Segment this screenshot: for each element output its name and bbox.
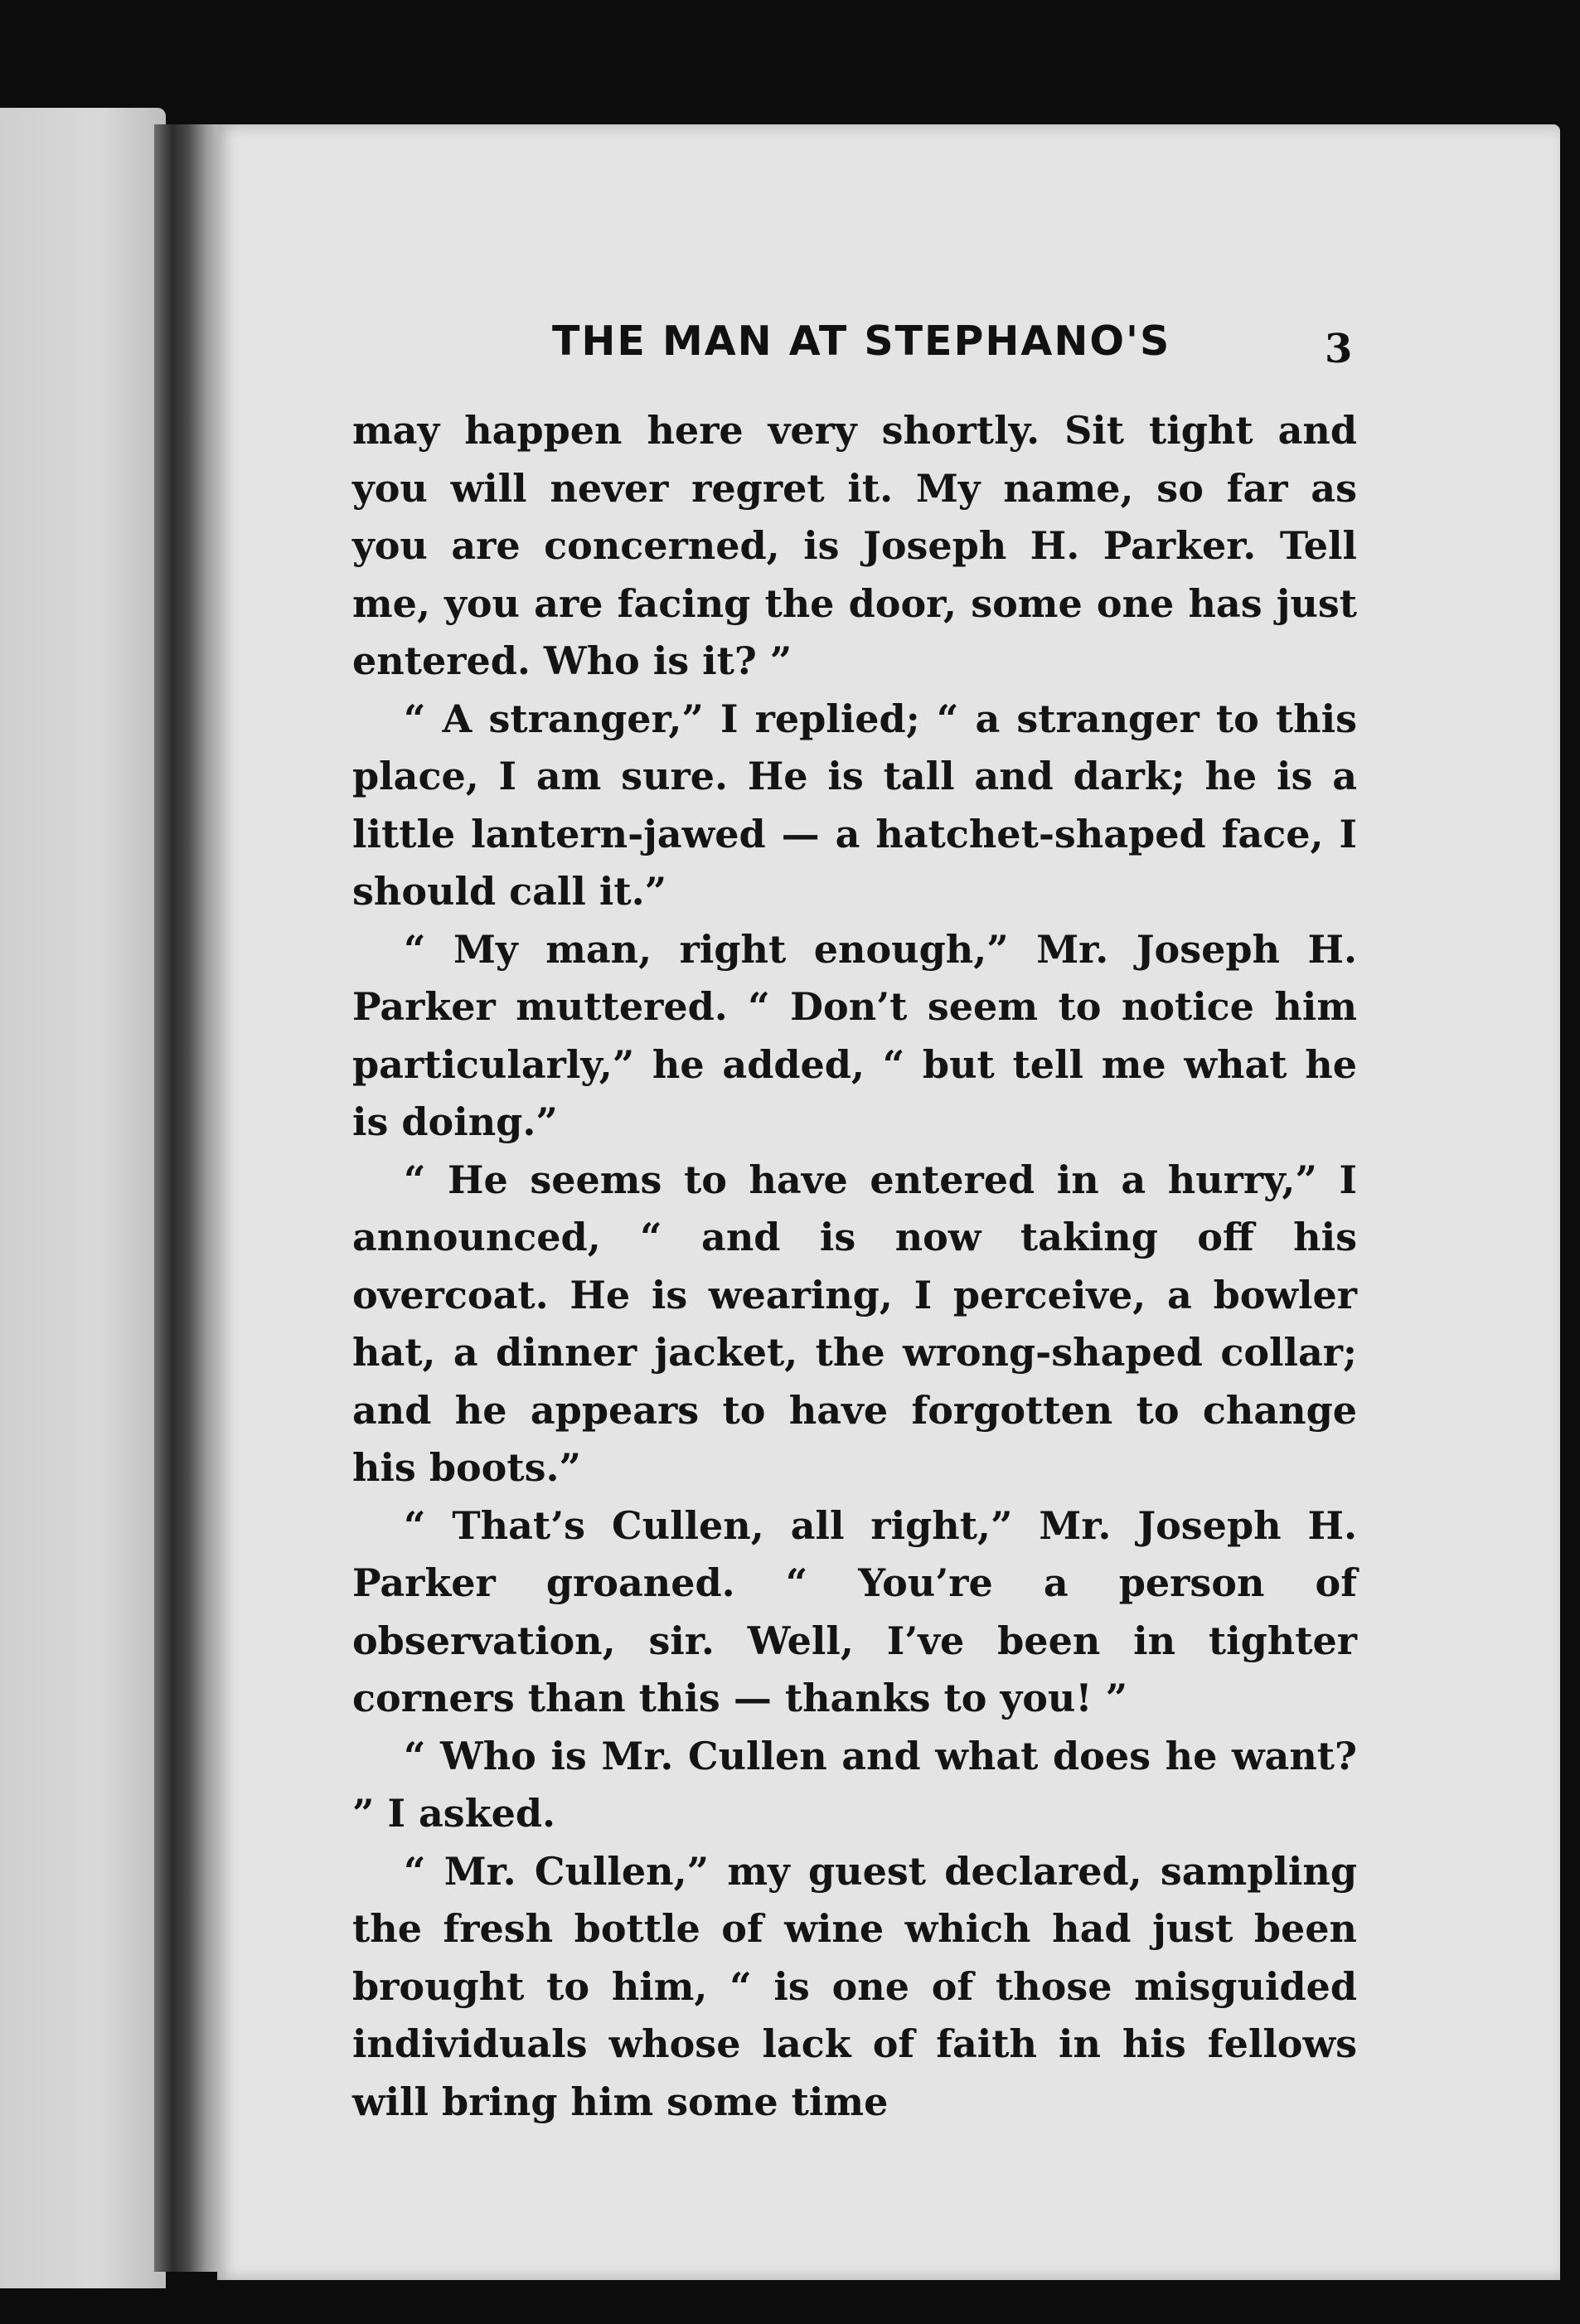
body-text bbox=[352, 402, 1357, 2131]
running-head: THE MAN AT STEPHANO'S bbox=[552, 318, 1171, 365]
paragraph: “ Mr. Cullen,” my guest declared, sampling the fresh bottle of wine which had just been brought to him, “ is one of those misguided individuals whose lack of faith in his fellows will bring him some time bbox=[352, 1848, 1357, 2124]
paragraph: “ My man, right enough,” Mr. Joseph H. Parker muttered. “ Don’t seem to notice him particularly,” he added, “ but tell me what he is doing.” bbox=[352, 926, 1357, 1144]
facing-page-edge bbox=[0, 108, 166, 2288]
paragraph: “ Who is Mr. Cullen and what does he want? ” I asked. bbox=[352, 1733, 1357, 1836]
paragraph: “ That’s Cullen, all right,” Mr. Joseph H. Parker groaned. “ You’re a person of observation, sir. Well, I’ve been in tighter corners than this — thanks to you! ” bbox=[352, 1502, 1357, 1720]
paragraph: “ He seems to have entered in a hurry,” I announced, “ and is now taking off his overcoat. He is wearing, I perceive, a bowler hat, a dinner jacket, the wrong-shaped collar; and he appears to have forgotten to change his boots.” bbox=[352, 1157, 1357, 1490]
paragraph: may happen here very shortly. Sit tight and you will never regret it. My name, so far as you are concerned, is Joseph H. Parker. Tell me, you are facing the door, some one has just entered. Who is it? ” bbox=[352, 408, 1357, 683]
page-number: 3 bbox=[1325, 326, 1353, 372]
page-header bbox=[0, 189, 1580, 372]
paragraph: “ A stranger,” I replied; “ a stranger to this place, I am sure. He is tall and dark; he is a little lantern-jawed — a hatchet-shaped face, I should call it.” bbox=[352, 696, 1357, 914]
